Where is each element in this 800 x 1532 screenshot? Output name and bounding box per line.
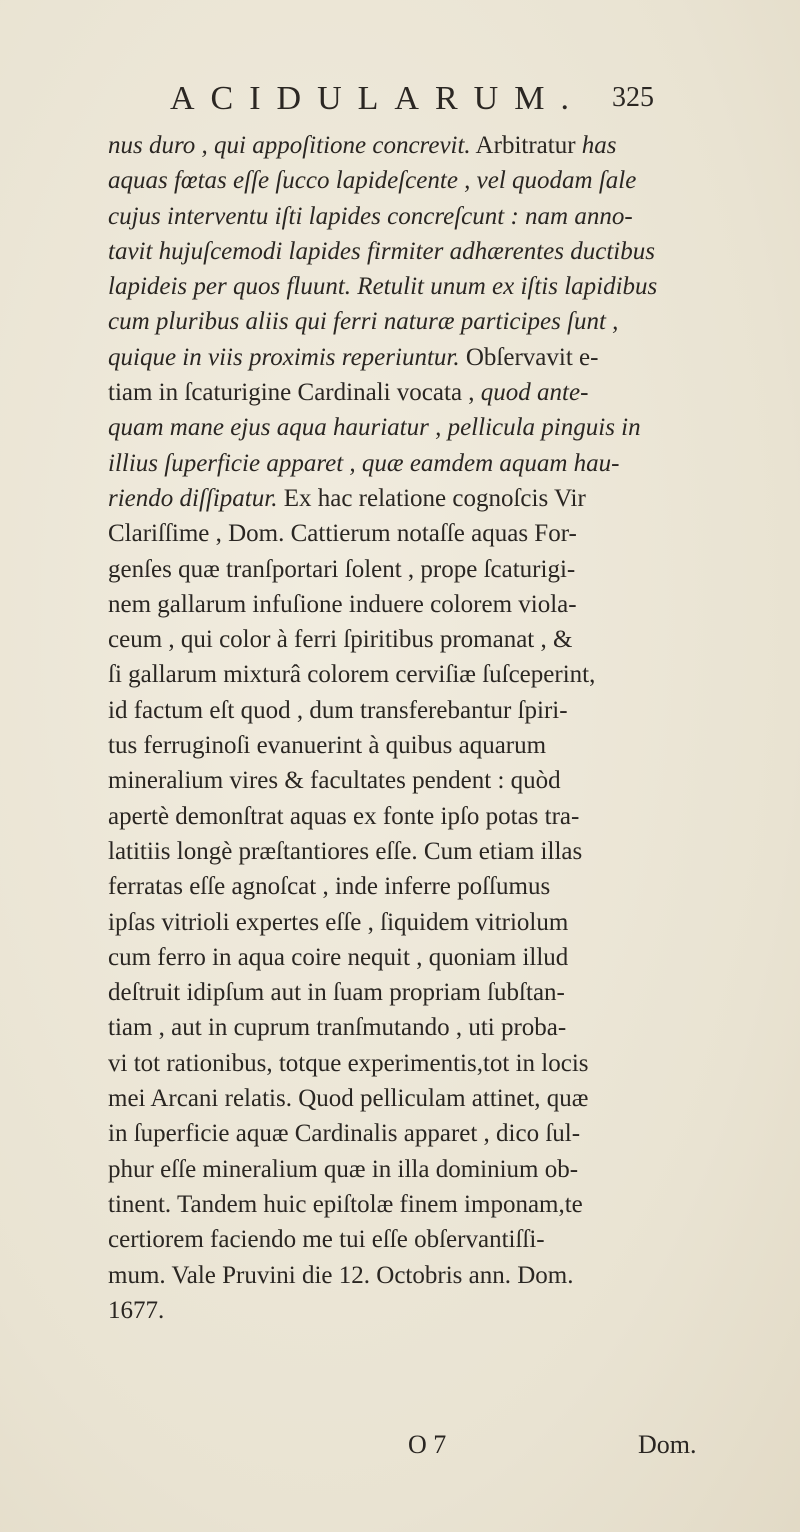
text-line bbox=[108, 269, 720, 304]
text-line bbox=[108, 657, 720, 692]
text-line bbox=[108, 1081, 720, 1116]
text-segment: cujus interventu iſti lapides concreſcunt : nam anno- bbox=[108, 202, 633, 230]
page-number: 325 bbox=[612, 82, 654, 113]
text-segment: mei Arcani relatis. Quod pelliculam attinet, quæ bbox=[108, 1085, 589, 1113]
text-segment: aquas fœtas eſſe ſucco lapideſcente , vel quodam ſale bbox=[108, 167, 637, 195]
text-segment: certiorem faciendo me tui eſſe obſervantiſſi- bbox=[108, 1226, 545, 1254]
text-segment: ceum , qui color à ferri ſpiritibus promanat , & bbox=[108, 626, 573, 654]
text-segment: mum. Vale Pruvini die 12. Octobris ann. Dom. bbox=[108, 1261, 574, 1289]
text-line bbox=[108, 446, 720, 481]
text-segment: cum ferro in aqua coire nequit , quoniam illud bbox=[108, 943, 569, 971]
text-line bbox=[108, 1152, 720, 1187]
text-segment: nem gallarum infuſione induere colorem viola- bbox=[108, 590, 577, 618]
text-line bbox=[108, 410, 720, 445]
text-segment: tiam , aut in cuprum tranſmutando , uti proba- bbox=[108, 1014, 567, 1042]
text-segment: quam mane ejus aqua hauriatur , pellicula pinguis in bbox=[108, 414, 641, 442]
text-segment: quique in viis proximis reperiuntur. bbox=[108, 343, 460, 371]
text-segment: Clariſſime , Dom. Cattierum notaſſe aquas For- bbox=[108, 520, 577, 548]
text-segment: has bbox=[581, 132, 617, 159]
body-text bbox=[108, 128, 720, 1328]
text-line bbox=[108, 1046, 720, 1081]
text-line bbox=[108, 163, 720, 198]
text-line bbox=[108, 1010, 720, 1045]
text-line bbox=[108, 763, 720, 798]
text-line bbox=[108, 1187, 720, 1222]
text-line bbox=[108, 1222, 720, 1257]
text-line bbox=[108, 234, 720, 269]
text-segment: deſtruit idipſum aut in ſuam propriam ſubſtan- bbox=[108, 979, 565, 1007]
text-line bbox=[108, 128, 720, 163]
text-line bbox=[108, 340, 720, 375]
text-line bbox=[108, 516, 720, 551]
text-segment: tus ferruginoſi evanuerint à quibus aquarum bbox=[108, 732, 547, 760]
text-segment: nus duro , qui appoſitione concrevit. bbox=[108, 132, 471, 159]
text-line bbox=[108, 199, 720, 234]
catchword: Dom. bbox=[638, 1430, 697, 1459]
text-segment: Obſervavit e- bbox=[459, 343, 599, 371]
text-line bbox=[108, 728, 720, 763]
text-segment: genſes quæ tranſportari ſolent , prope ſcaturigi- bbox=[108, 555, 576, 583]
text-line bbox=[108, 834, 720, 869]
text-line bbox=[108, 799, 720, 834]
signature-mark: O 7 bbox=[408, 1430, 447, 1459]
text-segment: riendo diſſipatur. bbox=[108, 484, 278, 512]
text-line bbox=[108, 552, 720, 587]
text-segment: Arbitratur bbox=[470, 132, 582, 159]
text-line bbox=[108, 975, 720, 1010]
text-line bbox=[108, 1293, 720, 1328]
text-line bbox=[108, 693, 720, 728]
page-header bbox=[0, 80, 800, 120]
text-segment: latitiis longè præſtantiores eſſe. Cum etiam illas bbox=[108, 837, 583, 865]
text-segment: lapideis per quos fluunt. Retulit unum ex iſtis lapidibus bbox=[108, 273, 658, 301]
text-segment: ſi gallarum mixturâ colorem cerviſiæ ſuſceperint, bbox=[108, 661, 596, 689]
text-line bbox=[108, 1116, 720, 1151]
text-line bbox=[108, 905, 720, 940]
text-segment: cum pluribus aliis qui ferri naturæ participes ſunt , bbox=[108, 308, 619, 336]
text-line bbox=[108, 481, 720, 516]
text-segment: ipſas vitrioli expertes eſſe , ſiquidem vitriolum bbox=[108, 908, 569, 936]
text-segment: quod ante- bbox=[480, 379, 589, 407]
running-head: ACIDULARUM. bbox=[170, 80, 585, 117]
text-segment: id factum eſt quod , dum transferebantur ſpiri- bbox=[108, 696, 568, 724]
page-footer bbox=[0, 1430, 800, 1470]
text-line bbox=[108, 304, 720, 339]
text-segment: tiam in ſcaturigine Cardinali vocata , bbox=[108, 379, 481, 407]
text-line bbox=[108, 1258, 720, 1293]
text-segment: mineralium vires & facultates pendent : quòd bbox=[108, 767, 561, 795]
text-segment: ferratas eſſe agnoſcat , inde inferre poſſumus bbox=[108, 873, 551, 901]
text-line bbox=[108, 587, 720, 622]
text-segment: tavit hujuſcemodi lapides firmiter adhærentes ductibus bbox=[108, 237, 655, 265]
text-segment: tinent. Tandem huic epiſtolæ finem imponam,te bbox=[108, 1190, 583, 1218]
text-segment: Ex hac relatione cognoſcis Vir bbox=[277, 484, 586, 512]
text-segment: 1677. bbox=[108, 1296, 165, 1324]
text-segment: in ſuperficie aquæ Cardinalis apparet , dico ſul- bbox=[108, 1120, 581, 1148]
text-segment: illius ſuperficie apparet , quæ eamdem aquam hau- bbox=[108, 449, 620, 477]
text-line bbox=[108, 940, 720, 975]
text-line bbox=[108, 622, 720, 657]
text-line bbox=[108, 375, 720, 410]
text-segment: apertè demonſtrat aquas ex fonte ipſo potas tra- bbox=[108, 802, 580, 830]
text-segment: vi tot rationibus, totque experimentis,tot in locis bbox=[108, 1049, 589, 1077]
text-segment: phur eſſe mineralium quæ in illa dominium ob- bbox=[108, 1155, 579, 1183]
text-line bbox=[108, 869, 720, 904]
